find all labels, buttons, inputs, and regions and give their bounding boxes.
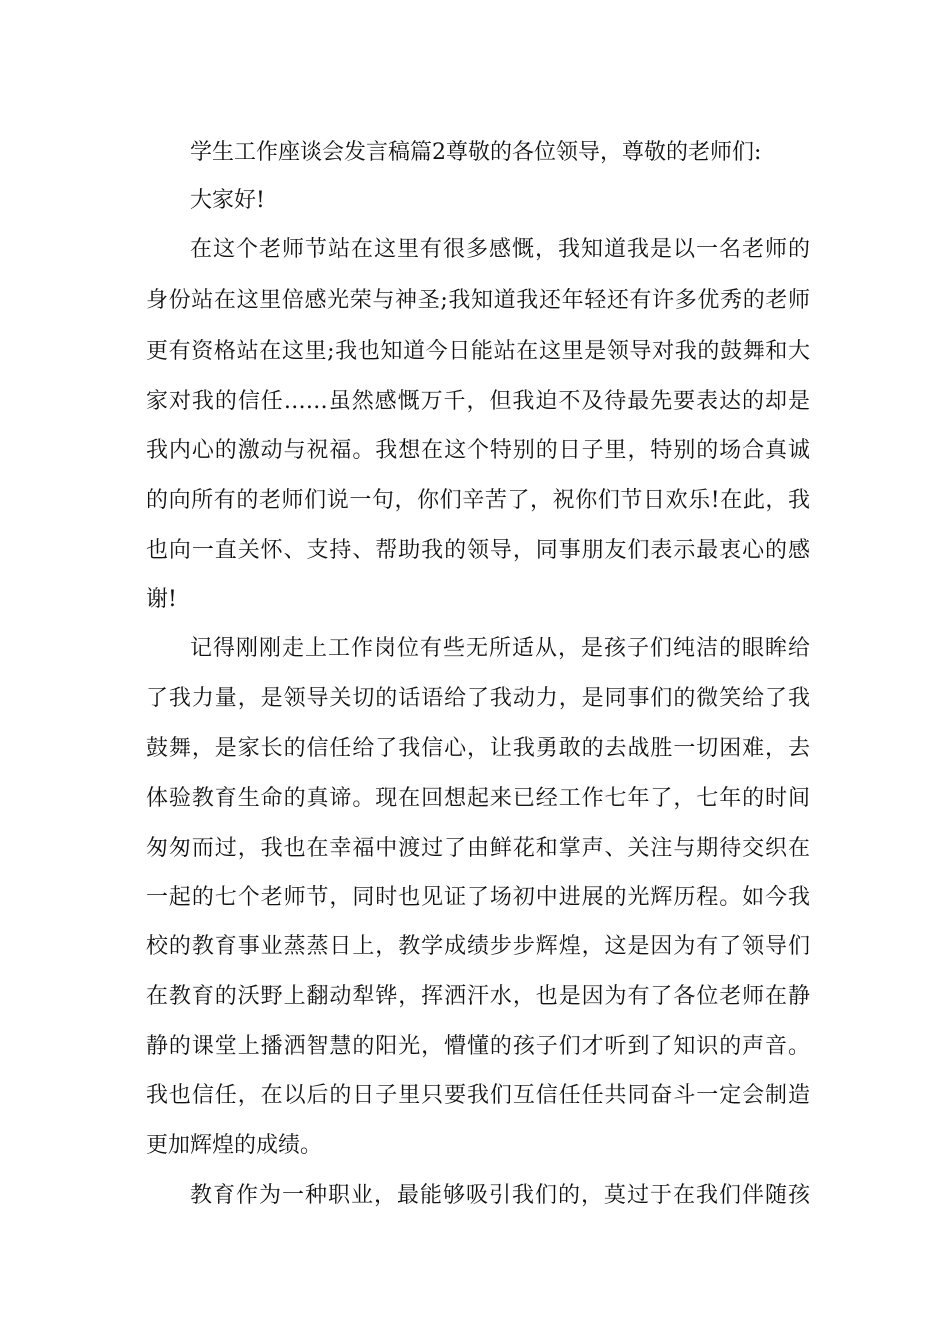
- paragraph-2-line-1: 记得刚刚走上工作岗位有些无所适从，是孩子们纯洁的眼眸给: [190, 636, 810, 661]
- document-heading-line: 学生工作座谈会发言稿篇2尊敬的各位领导，尊敬的老师们:: [190, 140, 762, 165]
- paragraph-2-line-11: 更加辉煌的成绩。: [146, 1133, 323, 1158]
- paragraph-1-line-2: 身份站在这里倍感光荣与神圣;我知道我还年轻还有许多优秀的老师: [146, 288, 810, 313]
- paragraph-2-line-7: 校的教育事业蒸蒸日上，教学成绩步步辉煌，这是因为有了领导们: [146, 934, 810, 959]
- paragraph-1-line-6: 的向所有的老师们说一句，你们辛苦了，祝你们节日欢乐!在此，我: [146, 488, 810, 513]
- paragraph-1-line-3: 更有资格站在这里;我也知道今日能站在这里是领导对我的鼓舞和大: [146, 339, 810, 364]
- paragraph-1-line-5: 我内心的激动与祝福。我想在这个特别的日子里，特别的场合真诚: [146, 438, 810, 463]
- greeting-line: 大家好!: [190, 188, 265, 213]
- paragraph-1-line-1: 在这个老师节站在这里有很多感慨，我知道我是以一名老师的: [190, 237, 810, 262]
- paragraph-2-line-8: 在教育的沃野上翻动犁铧，挥洒汗水，也是因为有了各位老师在静: [146, 984, 810, 1009]
- paragraph-1-line-4: 家对我的信任……虽然感慨万千，但我迫不及待最先要表达的却是: [146, 389, 810, 414]
- paragraph-2-line-4: 体验教育生命的真谛。现在回想起来已经工作七年了，七年的时间: [146, 786, 810, 811]
- paragraph-1-line-8: 谢!: [146, 587, 177, 612]
- paragraph-2-line-5: 匆匆而过，我也在幸福中渡过了由鲜花和掌声、关注与期待交织在: [146, 836, 810, 861]
- paragraph-3-line-1: 教育作为一种职业，最能够吸引我们的，莫过于在我们伴随孩: [190, 1183, 810, 1208]
- paragraph-2-line-10: 我也信任，在以后的日子里只要我们互信任任共同奋斗一定会制造: [146, 1083, 810, 1108]
- paragraph-2-line-9: 静的课堂上播洒智慧的阳光，懵懂的孩子们才听到了知识的声音。: [146, 1034, 810, 1059]
- paragraph-2-line-6: 一起的七个老师节，同时也见证了场初中进展的光辉历程。如今我: [146, 885, 810, 910]
- paragraph-2-line-3: 鼓舞，是家长的信任给了我信心，让我勇敢的去战胜一切困难，去: [146, 736, 810, 761]
- paragraph-2-line-2: 了我力量，是领导关切的话语给了我动力，是同事们的微笑给了我: [146, 686, 810, 711]
- paragraph-1-line-7: 也向一直关怀、支持、帮助我的领导，同事朋友们表示最衷心的感: [146, 538, 810, 563]
